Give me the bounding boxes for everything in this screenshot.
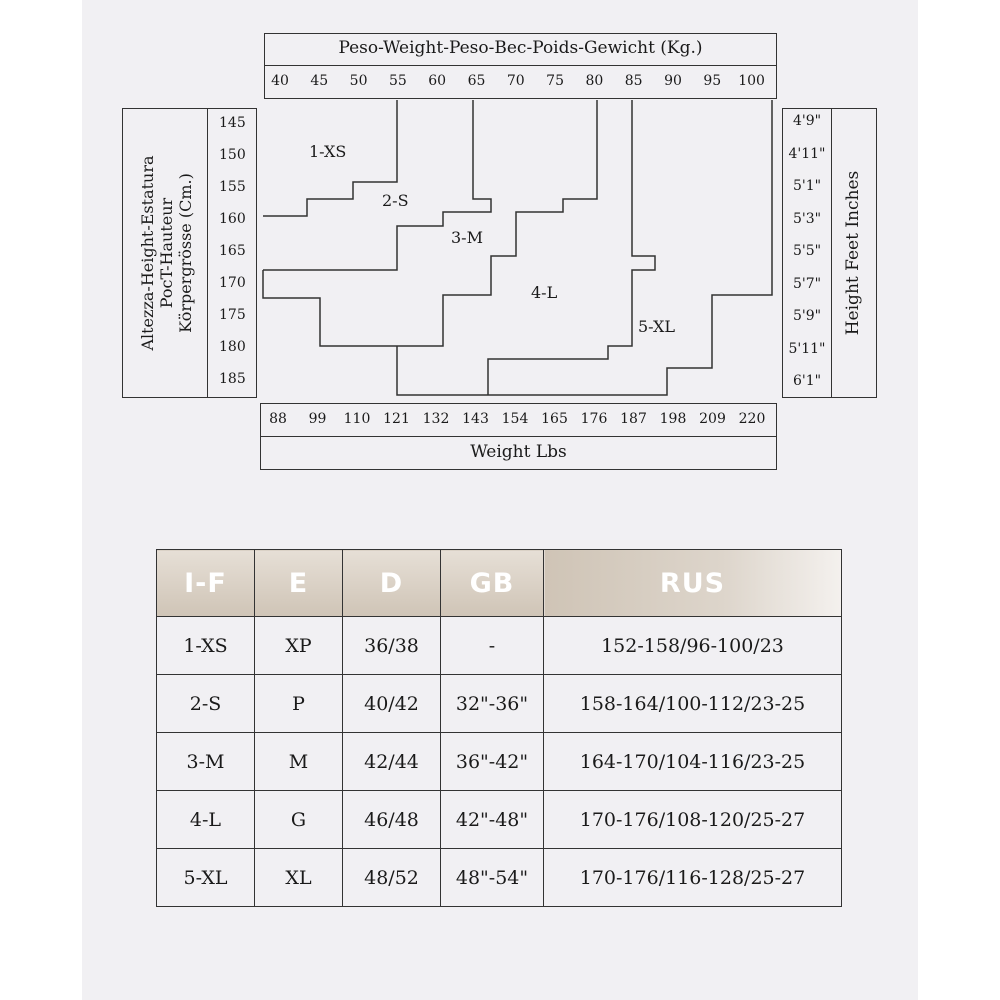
weight-kg-tick-5: 65 xyxy=(467,73,486,89)
height-in-tick-6: 5'9" xyxy=(792,308,822,324)
weight-kg-tick-2: 50 xyxy=(349,73,368,89)
cell-d: 48/52 xyxy=(343,849,441,907)
weight-kg-tick-12: 100 xyxy=(738,73,765,89)
cell-d: 36/38 xyxy=(343,617,441,675)
weight-kg-tick-10: 90 xyxy=(664,73,682,89)
cell-i-f: 4-L xyxy=(157,791,255,849)
height-in-tick-5: 5'7" xyxy=(792,275,822,292)
weight-lbs-tick-6: 154 xyxy=(501,411,529,427)
zone-boundary-m-l xyxy=(263,100,597,346)
height-cm-tick-2: 155 xyxy=(219,179,246,195)
weight-lbs-title: Weight Lbs xyxy=(470,442,567,462)
cell-d: 46/48 xyxy=(343,791,441,849)
height-cm-tick-3: 160 xyxy=(219,211,246,227)
cell-gb: 42"-48" xyxy=(441,791,544,849)
cell-rus: 170-176/116-128/25-27 xyxy=(544,849,842,907)
cell-gb: - xyxy=(441,617,544,675)
height-in-tick-3: 5'3" xyxy=(792,210,822,227)
weight-lbs-tick-7: 165 xyxy=(541,411,568,427)
weight-kg-tick-6: 70 xyxy=(506,73,525,89)
table-row xyxy=(157,849,842,907)
cell-e: M xyxy=(255,733,343,791)
height-in-tick-4: 5'5" xyxy=(792,243,822,259)
cell-i-f: 3-M xyxy=(157,733,255,791)
zone-label-m: 3-M xyxy=(451,228,483,247)
weight-kg-tick-7: 75 xyxy=(546,73,565,89)
cell-e: XP xyxy=(255,617,343,675)
weight-lbs-tick-9: 187 xyxy=(620,411,647,427)
header-d: D xyxy=(343,550,441,617)
cell-rus: 152-158/96-100/23 xyxy=(544,617,842,675)
height-in-title: Height Feet Inches xyxy=(843,170,863,336)
size-conversion-table xyxy=(156,549,842,907)
weight-kg-tick-0: 40 xyxy=(271,73,289,89)
header-e: E xyxy=(255,550,343,617)
height-cm-tick-4: 165 xyxy=(219,243,246,259)
cell-gb: 32"-36" xyxy=(441,675,544,733)
weight-lbs-tick-8: 176 xyxy=(580,411,608,427)
weight-lbs-tick-3: 121 xyxy=(383,411,410,427)
zone-boundary-l-xl-inner xyxy=(488,100,655,395)
height-cm-tick-0: 145 xyxy=(219,115,246,131)
weight-kg-title: Peso-Weight-Peso-Bec-Poids-Gewicht (Kg.) xyxy=(338,38,703,58)
weight-lbs-tick-11: 209 xyxy=(699,411,726,427)
table-header-row xyxy=(157,550,842,617)
cell-d: 40/42 xyxy=(343,675,441,733)
cell-i-f: 2-S xyxy=(157,675,255,733)
cell-e: G xyxy=(255,791,343,849)
table-row xyxy=(157,675,842,733)
weight-lbs-tick-5: 143 xyxy=(462,411,489,427)
weight-lbs-tick-0: 88 xyxy=(269,411,287,427)
table-row xyxy=(157,791,842,849)
cell-i-f: 5-XL xyxy=(157,849,255,907)
cell-gb: 36"-42" xyxy=(441,733,544,791)
height-in-tick-7: 5'11" xyxy=(788,340,826,357)
cell-e: P xyxy=(255,675,343,733)
weight-kg-tick-4: 60 xyxy=(428,73,447,89)
header-i-f: I-F xyxy=(157,550,255,617)
height-in-tick-8: 6'1" xyxy=(792,373,822,389)
cell-rus: 164-170/104-116/23-25 xyxy=(544,733,842,791)
height-cm-tick-1: 150 xyxy=(219,147,246,163)
height-cm-tick-6: 175 xyxy=(219,307,246,323)
height-in-tick-1: 4'11" xyxy=(788,145,826,162)
zone-boundary-l-xl xyxy=(397,100,772,395)
zone-label-s: 2-S xyxy=(382,191,409,210)
cell-i-f: 1-XS xyxy=(157,617,255,675)
weight-lbs-tick-4: 132 xyxy=(422,411,450,427)
cell-rus: 170-176/108-120/25-27 xyxy=(544,791,842,849)
height-in-tick-2: 5'1" xyxy=(792,178,822,194)
weight-kg-tick-8: 80 xyxy=(585,73,604,89)
height-cm-title-line-3: Körpergrösse (Cm.) xyxy=(176,173,195,333)
zone-label-xl: 5-XL xyxy=(638,317,676,336)
height-cm-title-line-1: Altezza-Height-Estatura xyxy=(138,155,157,351)
table-row xyxy=(157,733,842,791)
cell-rus: 158-164/100-112/23-25 xyxy=(544,675,842,733)
cell-gb: 48"-54" xyxy=(441,849,544,907)
height-cm-tick-5: 170 xyxy=(219,275,246,291)
weight-lbs-tick-12: 220 xyxy=(738,411,766,427)
height-cm-title-line-2: PocT-Hauteur xyxy=(157,197,176,309)
header-rus: RUS xyxy=(544,550,842,617)
cell-d: 42/44 xyxy=(343,733,441,791)
height-in-tick-0: 4'9" xyxy=(792,113,822,129)
weight-kg-tick-11: 95 xyxy=(703,73,722,89)
weight-lbs-tick-1: 99 xyxy=(308,411,327,427)
height-cm-tick-7: 180 xyxy=(219,339,246,355)
weight-lbs-tick-10: 198 xyxy=(659,411,687,427)
header-gb: GB xyxy=(441,550,544,617)
cell-e: XL xyxy=(255,849,343,907)
weight-kg-tick-3: 55 xyxy=(388,73,407,89)
zone-label-xs: 1-XS xyxy=(309,142,347,161)
height-cm-tick-8: 185 xyxy=(219,371,246,387)
table-row xyxy=(157,617,842,675)
zone-label-l: 4-L xyxy=(531,283,558,302)
weight-kg-tick-9: 85 xyxy=(624,73,643,89)
weight-kg-tick-1: 45 xyxy=(310,73,329,89)
weight-lbs-tick-2: 110 xyxy=(343,411,371,427)
